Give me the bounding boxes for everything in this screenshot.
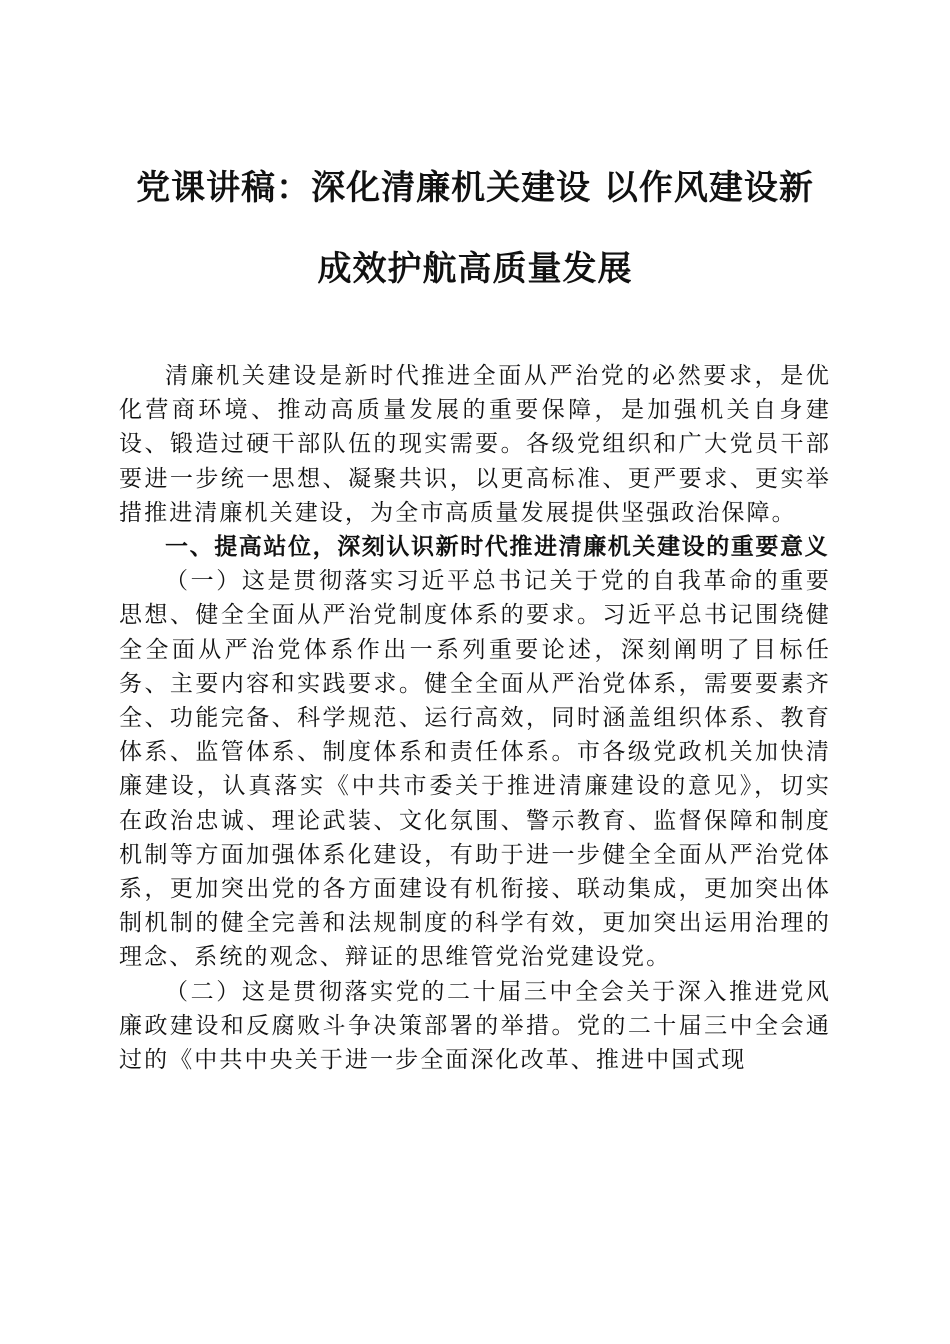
intro-paragraph: 清廉机关建设是新时代推进全面从严治党的必然要求，是优化营商环境、推动高质量发展的重要保障，是加强机关自身建设、锻造过硬干部队伍的现实需要。各级党组织和广大党员干部要进一步统一思想、凝聚共识，以更高标准、更严要求、更实举措推进清廉机关建设，为全市高质量发展提供坚强政治保障。	[119, 363, 831, 526]
subsection-paragraph-1	[119, 564, 831, 974]
document-title	[110, 166, 840, 291]
document-body	[119, 359, 831, 1077]
section-heading-1: 一、提高站位，深刻认识新时代推进清廉机关建设的重要意义	[165, 534, 830, 561]
subsection-body-2: 党的二十届三中全会通过的《中共中央关于进一步全面深化改革、推进中国式现	[119, 1012, 832, 1074]
subsection-body-1: 习近平总书记围绕健全全面从严治党体系作出一系列重要论述，深刻阐明了目标任务、主要内容和实践要求。健全全面从严治党体系，需要要素齐全、功能完备、科学规范、运行高效，同时涵盖组织体系、教育体系、监管体系、制度体系和责任体系。市各级党政机关加快清廉建设，认真落实《中共市委关于推进清廉建设的意见》，切实在政治忠诚、理论武装、文化氛围、警示教育、监督保障和制度机制等方面加强体系化建设，有助于进一步健全全面从严治党体系，更加突出党的各方面建设有机衔接、联动集成，更加突出体制机制的健全完善和法规制度的科学有效，更加突出运用治理的理念、系统的观念、辩证的思维管党治党建设党。	[119, 602, 831, 971]
subsection-paragraph-2	[119, 975, 831, 1078]
subsection-lead-2: （二）这是贯彻落实党的二十届三中全会关于深入推进党风廉政建设和反腐败斗争决策部署的举措。	[119, 978, 831, 1039]
title-line-2: 成效护航高质量发展	[317, 249, 633, 289]
subsection-lead-1: （一）这是贯彻落实习近平总书记关于党的自我革命的重要思想、健全全面从严治党制度体系的要求。	[119, 568, 831, 629]
title-line-1: 党课讲稿：深化清廉机关建设 以作风建设新	[136, 168, 814, 208]
